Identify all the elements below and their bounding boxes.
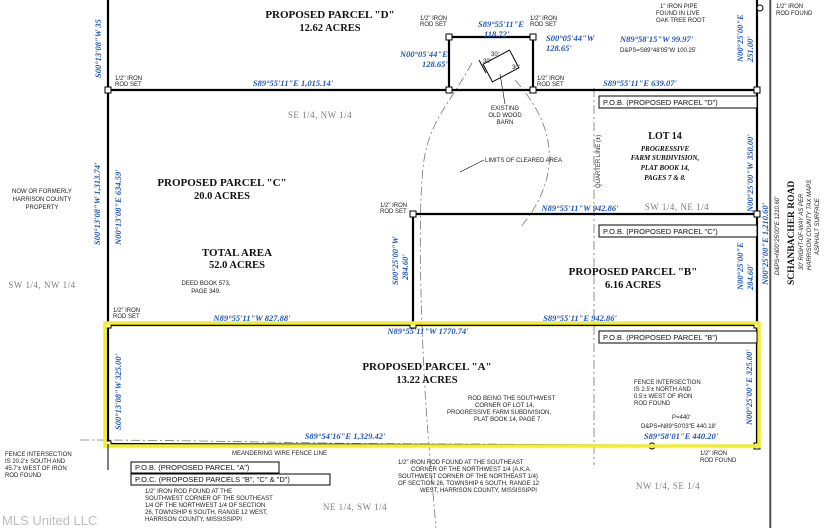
rod-set-label-nw: 1/2" IRON xyxy=(115,76,143,82)
svg-text:P.O.B. (PROPOSED PARCEL "C"): P.O.B. (PROPOSED PARCEL "C") xyxy=(603,227,718,236)
bearing-c-east-brg: N00°25'00"W xyxy=(745,162,755,212)
bearing-b-east-1: N00°25'00"E xyxy=(735,242,745,290)
rod-set-label-mid-2: ROD SET xyxy=(380,209,407,215)
poc-note-4: 26, TOWNSHIP 6 SOUTH, RANGE 12 WEST, xyxy=(145,510,268,516)
se-rod-note-5: WEST, HARRISON COUNTY, MISSISSIPPI xyxy=(420,488,537,494)
bearing-top-right: N89°58'15"W 99.97' xyxy=(620,34,694,44)
bearing-west-c: N00°13'08"E 634.59' xyxy=(113,169,123,245)
rod-set-label-nw-2: ROD SET xyxy=(115,82,142,88)
bearing-top-east-1: S89°55'11"E xyxy=(478,19,524,29)
rod-found-se-1: 1/2" IRON xyxy=(700,451,728,457)
bearing-a-east: N00°25'00"E 325.00' xyxy=(744,349,754,425)
bearing-top-east-2: 118.72' xyxy=(484,29,510,39)
road-row-3: ASPHALT SURFACE xyxy=(815,198,821,255)
bearing-b-south: S89°55'11"E 942.86' xyxy=(543,313,617,323)
harrison-note-1: NOW OR FORMERLY xyxy=(12,189,72,195)
parcel-b-acres: 6.16 ACRES xyxy=(604,280,662,291)
rod-set-label-barn-s: 1/2" IRON xyxy=(537,76,565,82)
bearing-d-east: 251.00' xyxy=(745,36,755,62)
parcel-c-name: PROPOSED PARCEL "C" xyxy=(157,177,287,189)
pob-b-box xyxy=(599,331,757,343)
angle-label-30a: 30' xyxy=(483,59,491,65)
bearing-p-440: P=440' xyxy=(672,415,691,421)
rod-sw-note-3: PROGRESSIVE FARM SUBDIVISION, xyxy=(447,410,552,416)
deed-book-line2: PAGE 349. xyxy=(191,289,221,295)
rod-set-label-barn-w-2: ROD SET xyxy=(420,22,447,28)
total-area-acres: 52.0 ACRES xyxy=(208,260,266,271)
fence-west-note-3: 45.7'± WEST OF IRON xyxy=(5,466,67,472)
bearing-d-south-east: S89°55'11"E 639.07' xyxy=(603,78,677,88)
road-dps: D&PS=N00°25'00"E 1210.60' xyxy=(775,196,781,275)
pipe-note-3: OAK TREE ROOT xyxy=(656,18,706,24)
rod-set-label-sw: 1/2" IRON xyxy=(113,308,141,314)
bearing-b-west-2: 284.60' xyxy=(400,254,410,280)
poc-note-1: 1/2" IRON ROD FOUND AT THE xyxy=(145,489,233,495)
road-name: SCHANBACHER ROAD xyxy=(787,180,797,285)
bearing-top-e-side-1: S00°05'44"W xyxy=(546,33,595,43)
lot14-line2: FARM SUBDIVISION, xyxy=(630,154,700,162)
pob-c-box xyxy=(599,225,757,237)
rod-set-label-barn-e-2: ROD SET xyxy=(530,22,557,28)
svg-text:P.O.C. (PROPOSED PARCELS "B",: P.O.C. (PROPOSED PARCELS "B", "C" & "D") xyxy=(135,475,290,484)
parcel-a-name: PROPOSED PARCEL "A" xyxy=(362,361,492,373)
bearing-a-south-east: S89°58'01"E 440.20' xyxy=(643,431,719,441)
lot14-line4: PAGES 7 & 8. xyxy=(644,174,686,182)
lot14-line1: PROGRESSIVE xyxy=(640,145,690,153)
bearing-b-north: N89°55'11"W 942.86' xyxy=(541,203,619,213)
total-area-name: TOTAL AREA xyxy=(201,247,273,259)
barn-note-2: OLD WOOD xyxy=(488,113,522,119)
rod-found-top-1: 1/2" IRON xyxy=(776,4,804,10)
fence-west-note-4: ROD FOUND xyxy=(5,473,42,479)
quarter-ne-sw: NE 1/4, SW 1/4 xyxy=(322,502,388,512)
bearing-a-north: N89°55'11"W 1770.74' xyxy=(387,326,469,336)
harrison-note-3: PROPERTY xyxy=(25,205,59,211)
quarter-nw-se: NW 1/4, SE 1/4 xyxy=(635,481,701,491)
cleared-area-note: LIMITS OF CLEARED AREA xyxy=(485,158,563,164)
svg-text:P.O.B. (PROPOSED PARCEL "B"): P.O.B. (PROPOSED PARCEL "B") xyxy=(603,333,718,342)
bearing-d-east-brg: N00°25'00"E xyxy=(735,14,745,62)
bearing-west-d: S00°13'08"W 35 xyxy=(93,19,103,78)
barn-note-3: BARN xyxy=(496,120,514,126)
bearing-c-east: 350.00' xyxy=(745,134,755,160)
poc-note-3: 1/4 OF THE NORTHWEST 1/4 OF SECTION xyxy=(145,503,266,509)
quarter-sw-ne: SW 1/4, NE 1/4 xyxy=(644,202,710,212)
road-row-2: HARRISON COUNTY TAX MAPS xyxy=(807,179,813,270)
pipe-note-1: 1" IRON PIPE xyxy=(660,4,698,10)
svg-text:P.O.B. (PROPOSED PARCEL "D"): P.O.B. (PROPOSED PARCEL "D") xyxy=(603,98,718,107)
bearing-top-e-side-2: 128.65' xyxy=(546,43,572,53)
road-row-1: 30' RIGHT-OF-WAY AS PER xyxy=(799,193,805,270)
cleared-area-line xyxy=(420,63,472,528)
poc-note-5: HARRISON COUNTY, MISSISSIPPI xyxy=(145,517,242,523)
wire-fence-note: MEANDERING WIRE FENCE LINE xyxy=(232,451,328,457)
harrison-note-2: HARRISON COUNTY xyxy=(12,197,72,203)
deed-book-line1: DEED BOOK 573, xyxy=(181,281,231,287)
se-rod-note-3: SOUTHWEST CORNER OF THE NORTHEAST 1/4) xyxy=(398,474,538,480)
rod-sw-note-2: CORNER OF LOT 14, xyxy=(475,403,535,409)
bearing-a-south-west: S89°54'16"E 1,329.42' xyxy=(304,431,386,441)
fence-east-note-1: FENCE INTERSECTION xyxy=(634,380,701,386)
barn-note-1: EXISTING xyxy=(490,106,520,112)
bearing-d-south-west: S89°55'11"E 1,015.14' xyxy=(252,78,334,88)
lot14-line3: PLAT BOOK 14, xyxy=(640,164,690,172)
rod-set-label-barn-s-2: ROD SET xyxy=(537,82,564,88)
se-rod-note-4: OF SECTION 26, TOWNSHIP 6 SOUTH, RANGE 12 xyxy=(398,481,540,487)
fence-east-note-4: ROD FOUND xyxy=(634,401,671,407)
rod-sw-note-4: PLAT BOOK 14, PAGE 7. xyxy=(474,417,543,423)
bearing-top-w-side-2: 128.65' xyxy=(422,59,448,69)
quarter-sw-nw: SW 1/4, NW 1/4 xyxy=(8,280,76,290)
pob-d-box xyxy=(599,96,757,108)
rod-set-label-barn-e: 1/2" IRON xyxy=(530,16,558,22)
parcel-d-name: PROPOSED PARCEL "D" xyxy=(265,9,395,21)
quarter-se-nw: SE 1/4, NW 1/4 xyxy=(287,110,353,120)
rod-set-label-sw-2: ROD SET xyxy=(113,314,140,320)
watermark: MLS United LLC xyxy=(2,513,98,528)
bearing-b-east-2: 284.60' xyxy=(745,264,755,290)
angle-label-30c: 30' xyxy=(512,65,520,71)
bearing-a-west: S00°13'08"W 325.00' xyxy=(113,354,123,430)
svg-text:P.O.B. (PROPOSED PARCEL "A"): P.O.B. (PROPOSED PARCEL "A") xyxy=(135,463,250,472)
se-rod-note-1: 1/2" IRON ROD FOUND AT THE SOUTHEAST xyxy=(398,460,524,466)
pob-a-box xyxy=(108,444,279,473)
fence-east-note-2: IS 2.5'± NORTH AND xyxy=(634,387,692,393)
bearing-b-west-1: S00°25'00"W xyxy=(390,236,400,285)
fence-west-note-2: IS 20.2'± SOUTH AND xyxy=(5,459,66,465)
rod-found-se-2: ROD FOUND xyxy=(700,458,737,464)
parcel-c-acres: 20.0 ACRES xyxy=(193,191,251,202)
bearing-dps-top: D&PS=S89°48'05"W 100.25' xyxy=(620,48,697,54)
parcel-b-name: PROPOSED PARCEL "B" xyxy=(568,266,698,278)
poc-box xyxy=(131,474,330,485)
cleared-area-leader xyxy=(460,160,484,172)
rod-set-label-mid: 1/2" IRON xyxy=(380,203,408,209)
bearing-c-south: N89°55'11"W 827.88' xyxy=(213,313,291,323)
bearing-west-c-total: S00°13'08"W 1,313.74' xyxy=(92,162,102,245)
quarter-line-label: QUARTER LINE (±) xyxy=(596,134,602,188)
se-rod-note-2: CORNER OF THE NORTHWEST 1/4 (A.K.A. xyxy=(411,467,532,473)
pipe-note-2: FOUND IN LIVE xyxy=(656,11,700,17)
lot14-title: LOT 14 xyxy=(648,131,682,142)
angle-label-30b: 30' xyxy=(491,52,499,58)
rod-found-top-2: ROD FOUND xyxy=(776,11,813,17)
bearing-dps-440: D&PS=N89°50'03"E 440.18' xyxy=(641,424,717,430)
parcel-a-acres: 13.22 ACRES xyxy=(396,375,458,386)
rod-sw-note-1: ROD BEING THE SOUTHWEST xyxy=(468,396,556,402)
rod-set-label-barn-w: 1/2" IRON xyxy=(420,16,448,22)
bearing-top-w-side-1: N00°05'44"E xyxy=(400,49,448,59)
fence-west-note-1: FENCE INTERSECTION xyxy=(5,452,72,458)
parcel-d-acres: 12.62 ACRES xyxy=(299,23,361,34)
fence-east-note-3: 0.5'± WEST OF IRON xyxy=(634,394,693,400)
bearing-right-total: N00°25'00"E 1,210.60' xyxy=(760,202,770,285)
poc-note-2: SOUTHWEST CORNER OF THE SOUTHEAST xyxy=(145,496,273,502)
